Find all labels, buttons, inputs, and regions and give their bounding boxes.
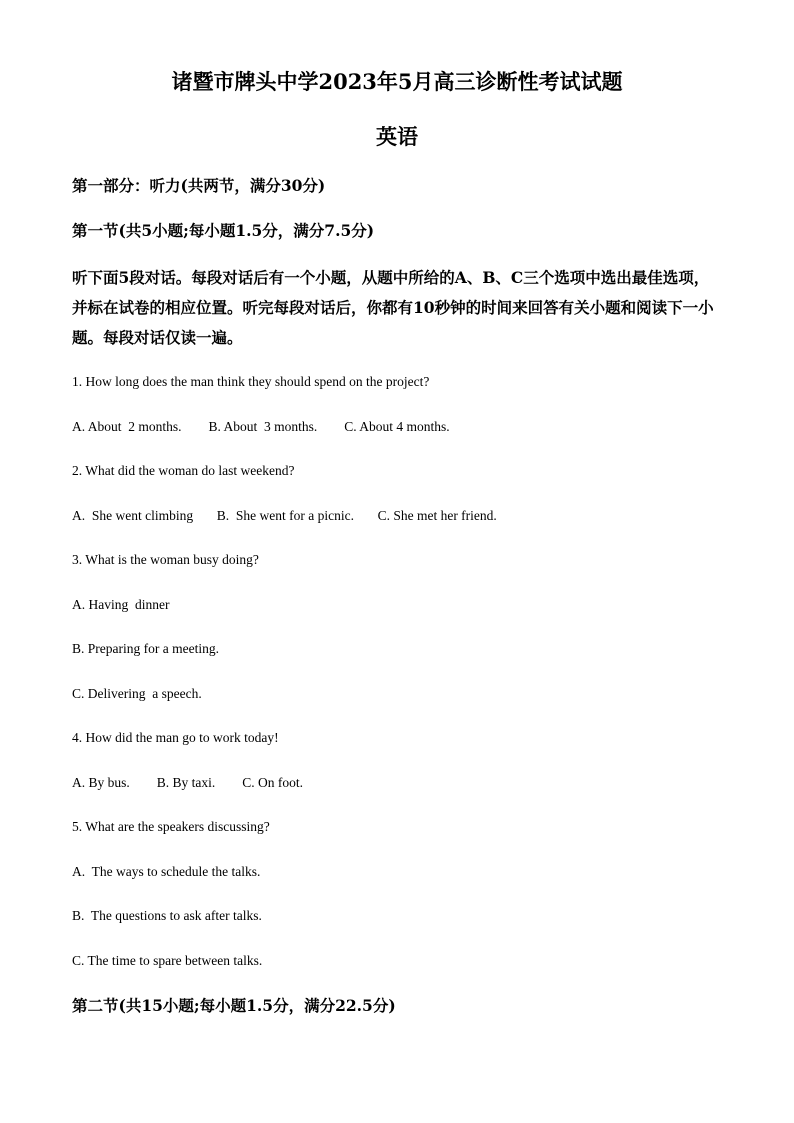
question-4-stem: 4. How did the man go to work today! xyxy=(72,730,279,745)
question-5-option-c: C. The time to spare between talks. xyxy=(72,953,263,968)
section1-heading: 第一节(共5小题;每小题1.5分，满分7.5分) xyxy=(72,221,375,240)
question-5-option-b: B. The questions to ask after talks. xyxy=(72,908,262,923)
exam-title: 诸暨市牌头中学2023年5月高三诊断性考试试题 xyxy=(171,69,623,94)
part1-heading: 第一部分：听力(共两节，满分30分) xyxy=(72,176,326,195)
question-3-option-c: C. Delivering a speech. xyxy=(72,686,202,701)
question-2-options: A. She went climbing B. She went for a picnic. C. She met her friend. xyxy=(72,508,497,523)
question-3-option-a: A. Having dinner xyxy=(72,597,170,612)
question-2-stem: 2. What did the woman do last weekend? xyxy=(72,463,295,478)
listening-instructions: 听下面5段对话。每段对话后有一个小题，从题中所给的A、B、C三个选项中选出最佳选项，并标在试卷的相应位置。听完每段对话后，你都有10秒钟的时间来回答有关小题和阅读下一小题。每段对话仅读一遍。 xyxy=(72,268,714,347)
question-4-options: A. By bus. B. By taxi. C. On foot. xyxy=(72,775,304,790)
question-5-option-a: A. The ways to schedule the talks. xyxy=(72,864,261,879)
question-5-stem: 5. What are the speakers discussing? xyxy=(72,819,270,834)
section2-heading: 第二节(共15小题;每小题1.5分，满分22.5分) xyxy=(72,996,396,1015)
question-1-stem: 1. How long does the man think they should spend on the project? xyxy=(72,374,430,389)
subject-title: 英语 xyxy=(376,124,418,149)
question-3-option-b: B. Preparing for a meeting. xyxy=(72,641,219,656)
question-3-stem: 3. What is the woman busy doing? xyxy=(72,552,259,567)
question-1-options: A. About 2 months. B. About 3 months. C. About 4 months. xyxy=(72,419,450,434)
